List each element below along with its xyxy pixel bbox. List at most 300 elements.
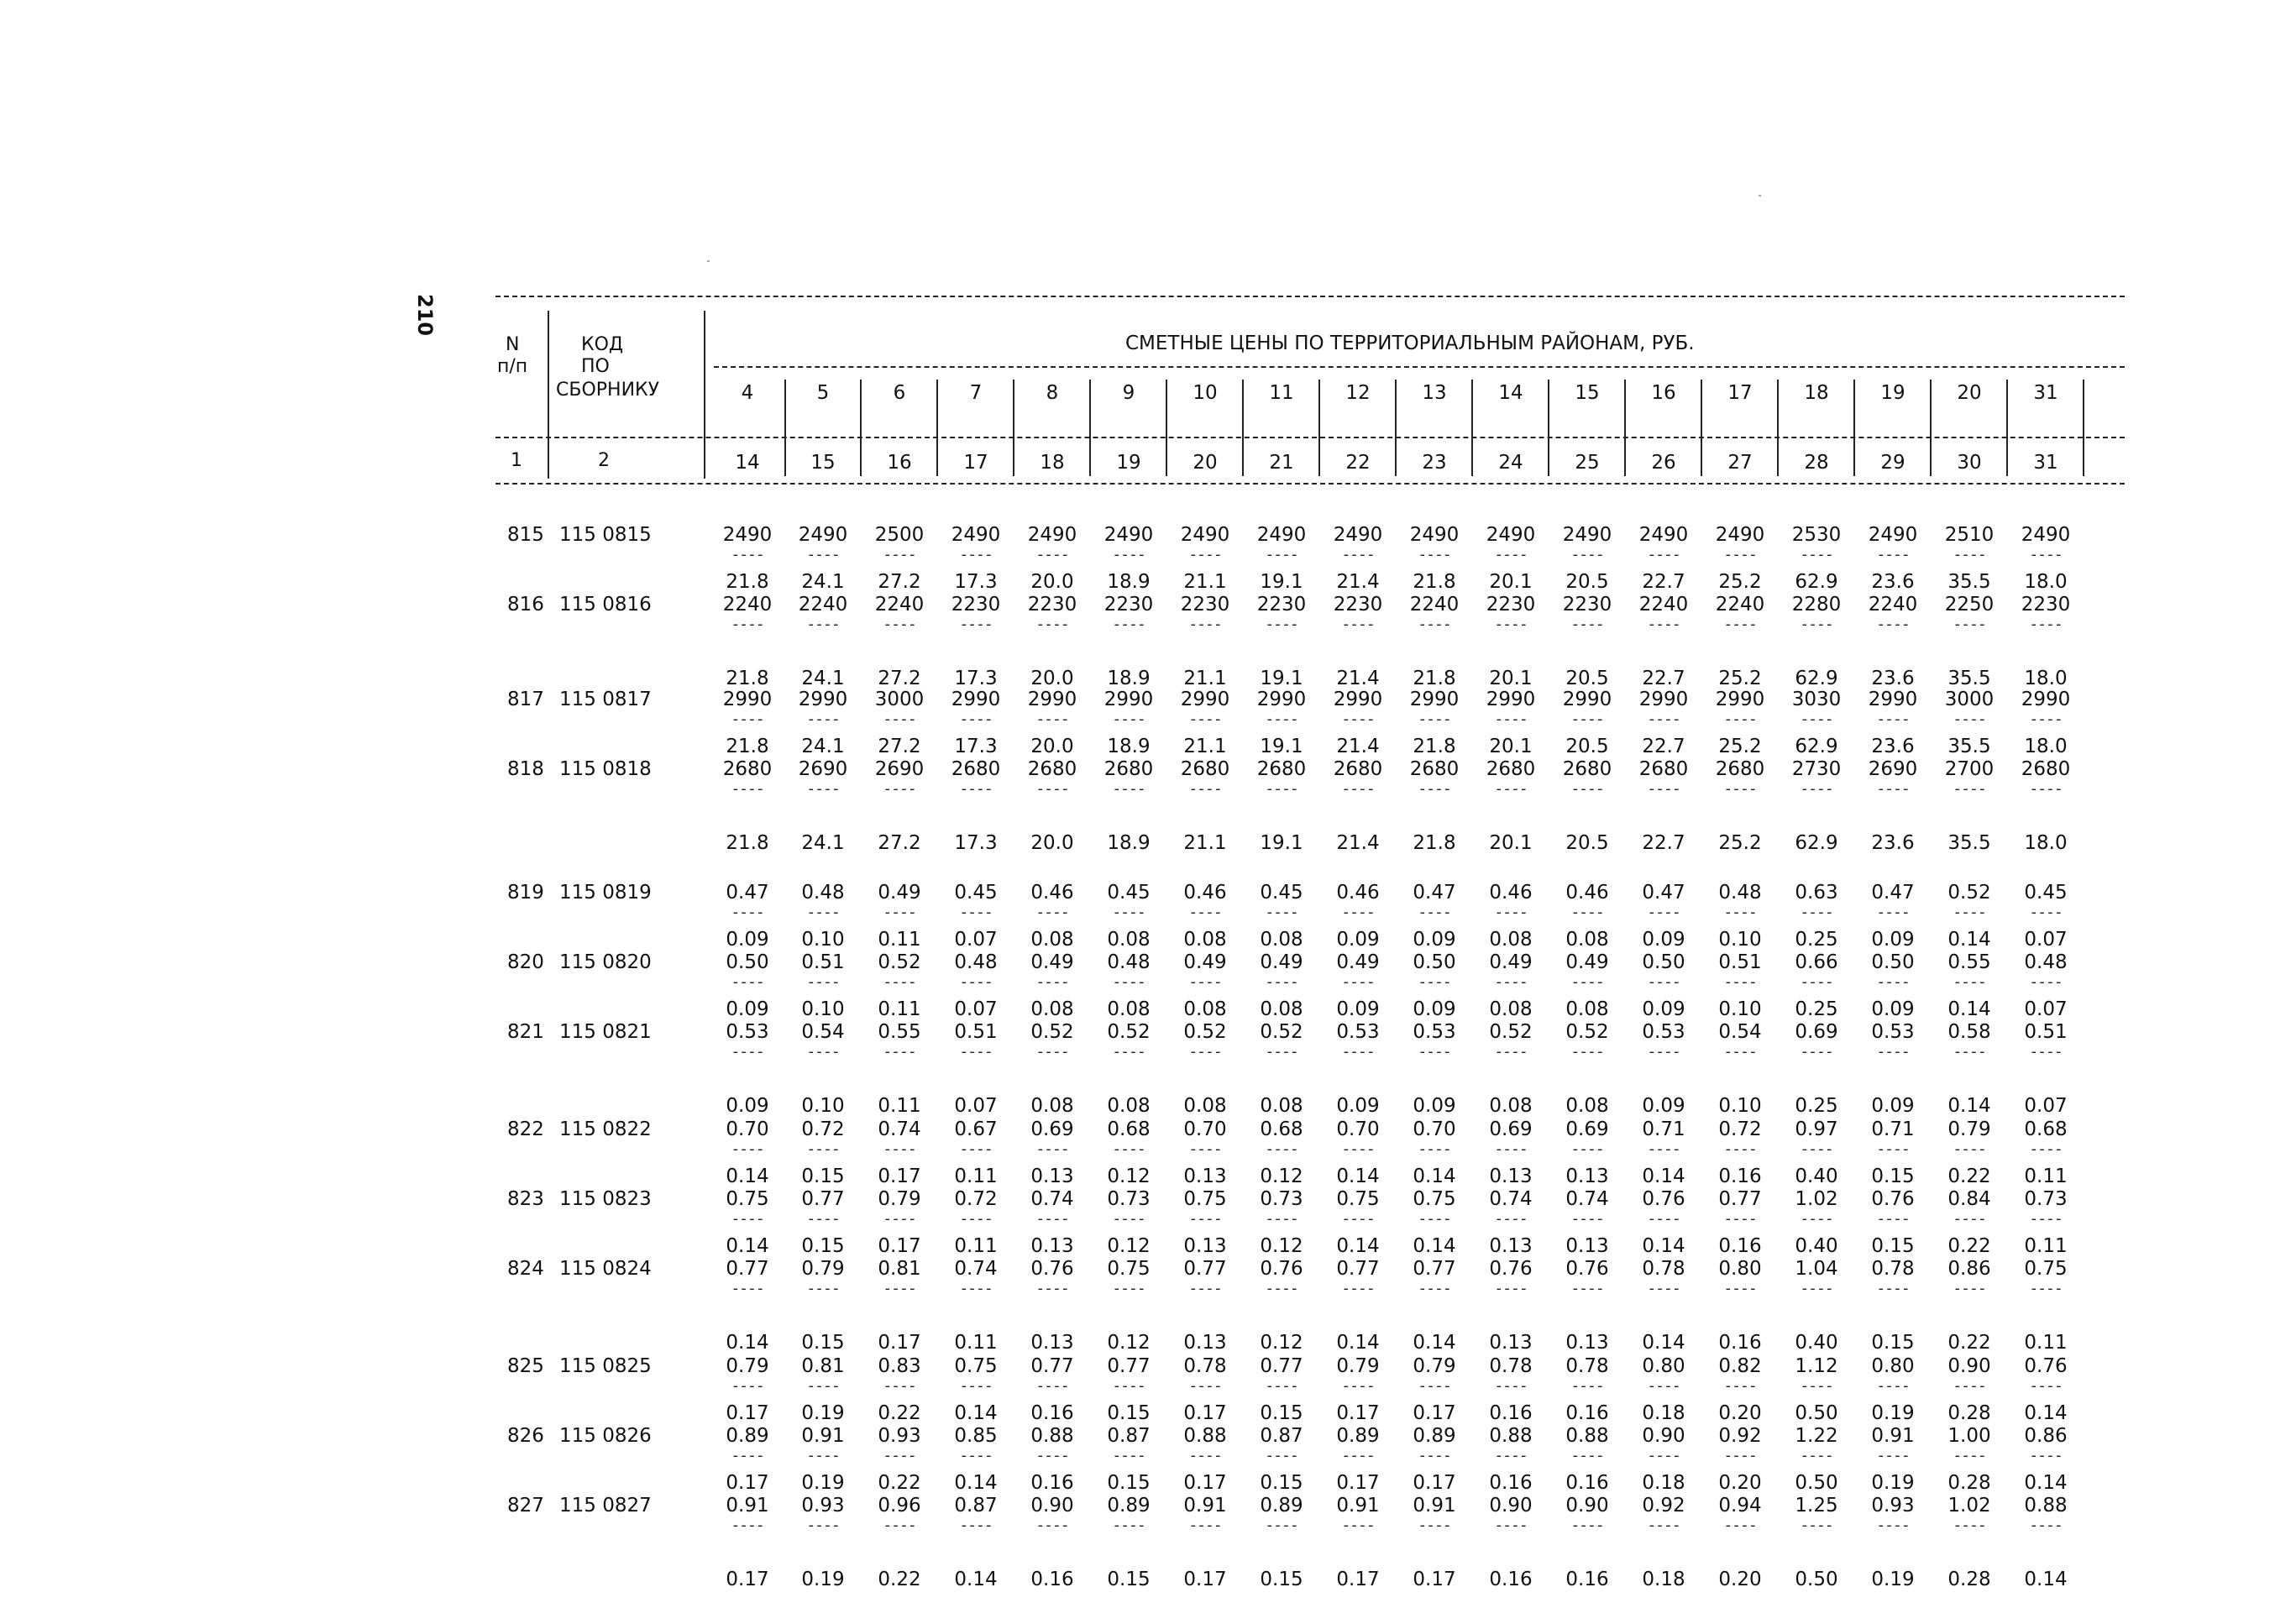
overhead-cell: 0.07 <box>2024 1095 2068 1117</box>
overhead-cell: 0.10 <box>1718 998 1762 1020</box>
price-cell: 0.80 <box>1642 1355 1685 1377</box>
fraction-line: ---- <box>1494 973 1528 991</box>
overhead-cell: 0.17 <box>1183 1472 1227 1494</box>
price-cell: 0.88 <box>1489 1425 1533 1447</box>
price-cell: 0.51 <box>954 1021 998 1043</box>
fraction-line: ---- <box>1647 1517 1680 1534</box>
overhead-cell: 0.14 <box>1413 1235 1456 1257</box>
fraction-line: ---- <box>1647 1377 1680 1395</box>
price-cell: 0.92 <box>1642 1495 1685 1517</box>
price-cell: 2990 <box>1333 689 1383 710</box>
overhead-cell: 0.13 <box>1183 1332 1227 1354</box>
fraction-line: ---- <box>1188 1140 1222 1158</box>
header-title: СМЕТНЫЕ ЦЕНЫ ПО ТЕРРИТОРИАЛЬНЫМ РАЙОНАМ, РУБ. <box>1125 333 1695 354</box>
fraction-line: ---- <box>1953 1280 1986 1297</box>
fraction-line: ---- <box>1723 904 1757 921</box>
fraction-line: ---- <box>1723 1210 1757 1228</box>
fraction-line: ---- <box>1876 1280 1910 1297</box>
district-col-header: 6 <box>893 382 906 404</box>
overhead-cell: 20.5 <box>1565 571 1609 593</box>
row-code: 115 0815 <box>559 524 652 546</box>
price-cell: 0.45 <box>1107 882 1151 904</box>
fraction-line: ---- <box>1035 1517 1069 1534</box>
fraction-line: ---- <box>1876 1377 1910 1395</box>
fraction-line: ---- <box>1418 616 1451 633</box>
price-cell: 3000 <box>1944 689 1995 710</box>
price-cell: 0.75 <box>1413 1188 1456 1210</box>
fraction-line: ---- <box>1953 1043 1986 1061</box>
fraction-line: ---- <box>1647 1210 1680 1228</box>
price-cell: 0.73 <box>2024 1188 2068 1210</box>
row-number: 826 <box>507 1425 544 1447</box>
fraction-line: ---- <box>959 904 993 921</box>
price-cell: 0.69 <box>1565 1118 1609 1140</box>
row-code: 115 0817 <box>559 689 652 710</box>
overhead-cell: 0.19 <box>1871 1569 1915 1590</box>
price-cell: 2990 <box>798 689 848 710</box>
fraction-line: ---- <box>806 616 840 633</box>
price-cell: 0.51 <box>2024 1021 2068 1043</box>
fraction-line: ---- <box>806 1140 840 1158</box>
overhead-cell: 27.2 <box>878 668 921 689</box>
row-code: 115 0821 <box>559 1021 652 1043</box>
fraction-line: ---- <box>1188 1517 1222 1534</box>
fraction-line: ---- <box>1647 973 1680 991</box>
fraction-line: ---- <box>2029 1140 2063 1158</box>
row-code: 115 0827 <box>559 1495 652 1517</box>
price-cell: 0.55 <box>1947 951 1991 973</box>
fraction-line: ---- <box>731 1447 764 1464</box>
overhead-cell: 0.14 <box>954 1569 998 1590</box>
index-col-2: 2 <box>598 450 610 471</box>
index-col-header: 29 <box>1880 452 1905 474</box>
price-cell: 2230 <box>1180 594 1230 616</box>
overhead-cell: 22.7 <box>1642 668 1685 689</box>
fraction-line: ---- <box>1265 1377 1298 1395</box>
price-cell: 0.50 <box>726 951 769 973</box>
price-cell: 2240 <box>798 594 848 616</box>
price-cell: 0.49 <box>1336 951 1380 973</box>
fraction-line: ---- <box>1188 1210 1222 1228</box>
row-number: 815 <box>507 524 544 546</box>
price-cell: 0.78 <box>1642 1258 1685 1280</box>
page-number: 210 <box>413 294 437 337</box>
price-cell: 0.70 <box>1183 1118 1227 1140</box>
price-cell: 2530 <box>1791 524 1842 546</box>
overhead-cell: 0.15 <box>801 1235 845 1257</box>
overhead-cell: 0.12 <box>1107 1332 1151 1354</box>
price-cell: 0.52 <box>878 951 921 973</box>
index-col-header: 20 <box>1193 452 1218 474</box>
fraction-line: ---- <box>1265 1517 1298 1534</box>
price-cell: 0.82 <box>1718 1355 1762 1377</box>
overhead-cell: 35.5 <box>1947 571 1991 593</box>
overhead-cell: 18.0 <box>2024 668 2068 689</box>
overhead-cell: 0.10 <box>1718 929 1762 951</box>
price-cell: 0.48 <box>801 882 845 904</box>
fraction-line: ---- <box>731 1043 764 1061</box>
overhead-cell: 0.09 <box>1642 929 1685 951</box>
fraction-line: ---- <box>2029 1517 2063 1534</box>
price-cell: 0.90 <box>1565 1495 1609 1517</box>
row-number: 820 <box>507 951 544 973</box>
overhead-cell: 0.17 <box>1413 1569 1456 1590</box>
fraction-line: ---- <box>1570 1140 1604 1158</box>
overhead-cell: 0.13 <box>1489 1166 1533 1187</box>
overhead-cell: 0.25 <box>1795 1095 1838 1117</box>
price-cell: 0.49 <box>1030 951 1074 973</box>
fraction-line: ---- <box>959 1210 993 1228</box>
overhead-cell: 0.15 <box>801 1166 845 1187</box>
overhead-cell: 0.25 <box>1795 998 1838 1020</box>
overhead-cell: 0.15 <box>1260 1472 1303 1494</box>
price-cell: 2990 <box>1486 689 1536 710</box>
overhead-cell: 24.1 <box>801 832 845 854</box>
price-cell: 0.77 <box>1030 1355 1074 1377</box>
price-cell: 2490 <box>1256 524 1307 546</box>
fraction-line: ---- <box>1723 1517 1757 1534</box>
fraction-line: ---- <box>1341 616 1375 633</box>
price-cell: 2680 <box>1409 758 1460 780</box>
district-col-divider <box>1089 380 1091 476</box>
overhead-cell: 0.14 <box>726 1332 769 1354</box>
overhead-cell: 0.07 <box>2024 998 2068 1020</box>
overhead-cell: 0.09 <box>1336 1095 1380 1117</box>
price-cell: 0.89 <box>726 1425 769 1447</box>
district-col-header: 8 <box>1046 382 1059 404</box>
price-cell: 2990 <box>1409 689 1460 710</box>
overhead-cell: 0.10 <box>801 998 845 1020</box>
price-cell: 0.45 <box>2024 882 2068 904</box>
overhead-cell: 0.14 <box>1642 1166 1685 1187</box>
row-code: 115 0823 <box>559 1188 652 1210</box>
price-cell: 0.68 <box>2024 1118 2068 1140</box>
fraction-line: ---- <box>1112 973 1145 991</box>
overhead-cell: 0.07 <box>2024 929 2068 951</box>
fraction-line: ---- <box>883 546 916 563</box>
price-cell: 0.45 <box>1260 882 1303 904</box>
fraction-line: ---- <box>1723 710 1757 728</box>
fraction-line: ---- <box>1800 1517 1833 1534</box>
fraction-line: ---- <box>731 710 764 728</box>
overhead-cell: 0.15 <box>1871 1332 1915 1354</box>
overhead-cell: 0.13 <box>1030 1332 1074 1354</box>
fraction-line: ---- <box>2029 1043 2063 1061</box>
row-number: 824 <box>507 1258 544 1280</box>
fraction-line: ---- <box>1265 1043 1298 1061</box>
price-cell: 0.91 <box>1413 1495 1456 1517</box>
overhead-cell: 20.1 <box>1489 668 1533 689</box>
overhead-cell: 17.3 <box>954 736 998 757</box>
overhead-cell: 0.17 <box>1336 1472 1380 1494</box>
price-cell: 2280 <box>1791 594 1842 616</box>
overhead-cell: 0.15 <box>1871 1166 1915 1187</box>
overhead-cell: 20.1 <box>1489 736 1533 757</box>
overhead-cell: 20.5 <box>1565 832 1609 854</box>
fraction-line: ---- <box>883 616 916 633</box>
price-cell: 0.53 <box>1871 1021 1915 1043</box>
fraction-line: ---- <box>2029 546 2063 563</box>
price-cell: 0.80 <box>1718 1258 1762 1280</box>
fraction-line: ---- <box>1112 1280 1145 1297</box>
fraction-line: ---- <box>2029 780 2063 798</box>
price-cell: 0.53 <box>1413 1021 1456 1043</box>
overhead-cell: 0.09 <box>1871 998 1915 1020</box>
price-cell: 0.53 <box>726 1021 769 1043</box>
overhead-cell: 0.17 <box>1336 1402 1380 1424</box>
scan-speck <box>1759 195 1761 196</box>
overhead-cell: 21.8 <box>726 668 769 689</box>
fraction-line: ---- <box>1800 1140 1833 1158</box>
price-cell: 0.77 <box>1107 1355 1151 1377</box>
overhead-cell: 24.1 <box>801 571 845 593</box>
price-cell: 0.83 <box>878 1355 921 1377</box>
overhead-cell: 0.13 <box>1565 1235 1609 1257</box>
overhead-cell: 0.11 <box>2024 1166 2068 1187</box>
fraction-line: ---- <box>1418 546 1451 563</box>
price-cell: 0.45 <box>954 882 998 904</box>
price-cell: 2990 <box>2021 689 2071 710</box>
price-cell: 0.49 <box>878 882 921 904</box>
price-cell: 0.77 <box>1413 1258 1456 1280</box>
fraction-line: ---- <box>1188 616 1222 633</box>
overhead-cell: 0.19 <box>801 1472 845 1494</box>
fraction-line: ---- <box>1418 973 1451 991</box>
row-code: 115 0825 <box>559 1355 652 1377</box>
overhead-cell: 21.8 <box>1413 832 1456 854</box>
fraction-line: ---- <box>1112 1210 1145 1228</box>
overhead-cell: 0.14 <box>2024 1569 2068 1590</box>
price-cell: 0.48 <box>954 951 998 973</box>
fraction-line: ---- <box>1494 1140 1528 1158</box>
overhead-cell: 0.14 <box>726 1235 769 1257</box>
price-cell: 0.97 <box>1795 1118 1838 1140</box>
price-cell: 0.89 <box>1413 1425 1456 1447</box>
price-cell: 0.88 <box>1565 1425 1609 1447</box>
overhead-cell: 0.11 <box>878 1095 921 1117</box>
fraction-line: ---- <box>1265 616 1298 633</box>
price-cell: 0.76 <box>2024 1355 2068 1377</box>
price-cell: 0.76 <box>1871 1188 1915 1210</box>
overhead-cell: 21.8 <box>726 736 769 757</box>
overhead-cell: 0.09 <box>1336 929 1380 951</box>
index-col-header: 31 <box>2033 452 2058 474</box>
fraction-line: ---- <box>731 1280 764 1297</box>
fraction-line: ---- <box>1418 710 1451 728</box>
header-divider-2 <box>704 311 705 479</box>
overhead-cell: 0.28 <box>1947 1472 1991 1494</box>
fraction-line: ---- <box>1418 780 1451 798</box>
overhead-cell: 21.1 <box>1183 571 1227 593</box>
district-col-header: 17 <box>1727 382 1753 404</box>
fraction-line: ---- <box>1953 1447 1986 1464</box>
price-cell: 0.76 <box>1030 1258 1074 1280</box>
index-col-header: 17 <box>963 452 988 474</box>
overhead-cell: 0.16 <box>1565 1569 1609 1590</box>
row-number: 821 <box>507 1021 544 1043</box>
fraction-line: ---- <box>2029 616 2063 633</box>
price-cell: 2490 <box>1715 524 1765 546</box>
fraction-line: ---- <box>1570 1210 1604 1228</box>
overhead-cell: 17.3 <box>954 571 998 593</box>
overhead-cell: 27.2 <box>878 736 921 757</box>
header-top-rule <box>495 296 2125 297</box>
price-cell: 0.80 <box>1871 1355 1915 1377</box>
district-col-divider <box>1548 380 1549 476</box>
fraction-line: ---- <box>1876 904 1910 921</box>
price-cell: 2490 <box>1868 524 1918 546</box>
overhead-cell: 0.17 <box>1183 1569 1227 1590</box>
fraction-line: ---- <box>1876 1140 1910 1158</box>
fraction-line: ---- <box>731 546 764 563</box>
header-pp-label: п/п <box>497 356 528 377</box>
overhead-cell: 0.13 <box>1565 1166 1609 1187</box>
price-cell: 0.91 <box>801 1425 845 1447</box>
overhead-cell: 18.9 <box>1107 736 1151 757</box>
price-cell: 2490 <box>951 524 1001 546</box>
price-cell: 2680 <box>1638 758 1689 780</box>
fraction-line: ---- <box>1800 1043 1833 1061</box>
overhead-cell: 0.08 <box>1183 1095 1227 1117</box>
fraction-line: ---- <box>1341 1043 1375 1061</box>
fraction-line: ---- <box>883 710 916 728</box>
fraction-line: ---- <box>2029 973 2063 991</box>
fraction-line: ---- <box>1341 1280 1375 1297</box>
district-col-divider <box>784 380 786 476</box>
district-col-divider <box>1242 380 1244 476</box>
overhead-cell: 0.08 <box>1489 1095 1533 1117</box>
fraction-line: ---- <box>731 1377 764 1395</box>
price-cell: 0.78 <box>1871 1258 1915 1280</box>
price-cell: 2230 <box>1486 594 1536 616</box>
fraction-line: ---- <box>1265 1210 1298 1228</box>
price-cell: 0.71 <box>1871 1118 1915 1140</box>
price-cell: 0.74 <box>878 1118 921 1140</box>
district-col-divider <box>1624 380 1626 476</box>
overhead-cell: 0.19 <box>1871 1472 1915 1494</box>
overhead-cell: 21.8 <box>1413 571 1456 593</box>
fraction-line: ---- <box>1494 1280 1528 1297</box>
overhead-cell: 22.7 <box>1642 736 1685 757</box>
header-po-label: ПО <box>581 356 610 377</box>
fraction-line: ---- <box>1953 710 1986 728</box>
overhead-cell: 0.14 <box>1413 1166 1456 1187</box>
price-cell: 0.73 <box>1107 1188 1151 1210</box>
price-cell: 0.53 <box>1336 1021 1380 1043</box>
district-col-divider <box>1701 380 1702 476</box>
fraction-line: ---- <box>883 1140 916 1158</box>
overhead-cell: 0.16 <box>1489 1569 1533 1590</box>
price-cell: 2990 <box>1027 689 1077 710</box>
price-cell: 0.79 <box>1336 1355 1380 1377</box>
fraction-line: ---- <box>806 1377 840 1395</box>
fraction-line: ---- <box>883 1210 916 1228</box>
price-cell: 0.48 <box>1107 951 1151 973</box>
index-col-header: 24 <box>1498 452 1523 474</box>
fraction-line: ---- <box>1800 616 1833 633</box>
price-cell: 2990 <box>1715 689 1765 710</box>
overhead-cell: 0.17 <box>726 1472 769 1494</box>
fraction-line: ---- <box>1418 1377 1451 1395</box>
fraction-line: ---- <box>1341 973 1375 991</box>
fraction-line: ---- <box>1953 973 1986 991</box>
overhead-cell: 19.1 <box>1260 736 1303 757</box>
row-number: 823 <box>507 1188 544 1210</box>
price-cell: 2490 <box>1103 524 1154 546</box>
fraction-line: ---- <box>1876 546 1910 563</box>
overhead-cell: 20.0 <box>1030 571 1074 593</box>
district-col-header: 10 <box>1193 382 1218 404</box>
price-cell: 0.46 <box>1489 882 1533 904</box>
overhead-cell: 0.11 <box>878 929 921 951</box>
price-cell: 0.52 <box>1260 1021 1303 1043</box>
overhead-cell: 18.9 <box>1107 571 1151 593</box>
fraction-line: ---- <box>1876 1447 1910 1464</box>
header-sub-rule <box>714 366 2125 368</box>
overhead-cell: 19.1 <box>1260 571 1303 593</box>
overhead-cell: 0.08 <box>1107 929 1151 951</box>
price-cell: 0.75 <box>1336 1188 1380 1210</box>
overhead-cell: 62.9 <box>1795 736 1838 757</box>
overhead-cell: 20.0 <box>1030 736 1074 757</box>
fraction-line: ---- <box>883 973 916 991</box>
price-cell: 0.87 <box>1107 1425 1151 1447</box>
index-col-header: 21 <box>1269 452 1294 474</box>
district-col-divider <box>1166 380 1167 476</box>
overhead-cell: 0.14 <box>954 1472 998 1494</box>
fraction-line: ---- <box>1265 973 1298 991</box>
overhead-cell: 0.08 <box>1565 1095 1609 1117</box>
price-cell: 0.81 <box>878 1258 921 1280</box>
fraction-line: ---- <box>1494 904 1528 921</box>
fraction-line: ---- <box>1800 1210 1833 1228</box>
overhead-cell: 0.16 <box>1565 1472 1609 1494</box>
overhead-cell: 22.7 <box>1642 571 1685 593</box>
price-cell: 0.79 <box>1413 1355 1456 1377</box>
fraction-line: ---- <box>1265 1280 1298 1297</box>
overhead-cell: 0.17 <box>878 1166 921 1187</box>
price-cell: 0.67 <box>954 1118 998 1140</box>
overhead-cell: 0.16 <box>1030 1569 1074 1590</box>
fraction-line: ---- <box>1723 1043 1757 1061</box>
fraction-line: ---- <box>1800 1377 1833 1395</box>
overhead-cell: 0.12 <box>1260 1166 1303 1187</box>
price-cell: 2680 <box>1562 758 1612 780</box>
fraction-line: ---- <box>1265 1447 1298 1464</box>
overhead-cell: 23.6 <box>1871 832 1915 854</box>
overhead-cell: 0.20 <box>1718 1472 1762 1494</box>
fraction-line: ---- <box>806 1447 840 1464</box>
fraction-line: ---- <box>959 1280 993 1297</box>
fraction-line: ---- <box>806 546 840 563</box>
overhead-cell: 17.3 <box>954 832 998 854</box>
price-cell: 0.75 <box>1107 1258 1151 1280</box>
overhead-cell: 0.17 <box>878 1332 921 1354</box>
overhead-cell: 0.22 <box>878 1472 921 1494</box>
overhead-cell: 0.22 <box>1947 1235 1991 1257</box>
overhead-cell: 0.19 <box>801 1402 845 1424</box>
overhead-cell: 19.1 <box>1260 668 1303 689</box>
fraction-line: ---- <box>731 780 764 798</box>
price-cell: 0.79 <box>1947 1118 1991 1140</box>
fraction-line: ---- <box>2029 904 2063 921</box>
price-cell: 2490 <box>1180 524 1230 546</box>
fraction-line: ---- <box>2029 710 2063 728</box>
overhead-cell: 0.09 <box>1871 1095 1915 1117</box>
fraction-line: ---- <box>1188 904 1222 921</box>
fraction-line: ---- <box>1494 1447 1528 1464</box>
district-col-header: 7 <box>969 382 983 404</box>
